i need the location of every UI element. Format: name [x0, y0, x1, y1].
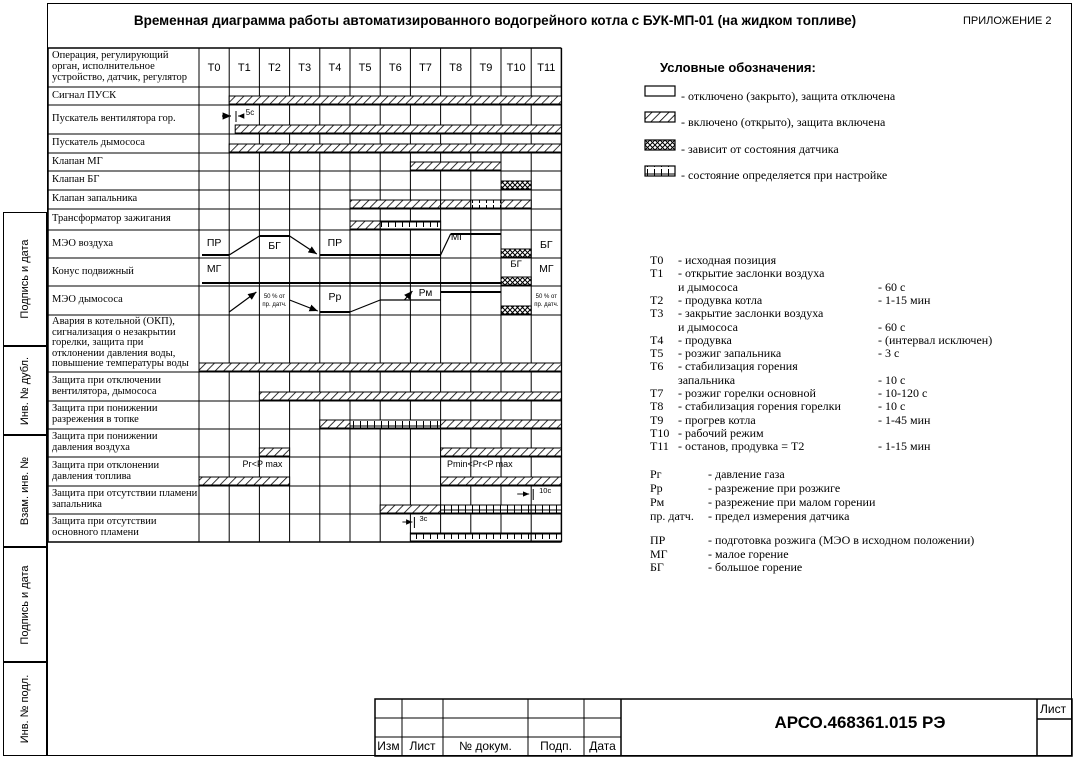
mode-label-pr: ПР [327, 237, 343, 249]
row-label: Пускатель вентилятора гор. [52, 113, 176, 125]
row-label: Защита при отсутствии пламени запальника [52, 488, 198, 510]
percent-label: 50 % от [263, 294, 286, 300]
row-label: Трансформатор зажигания [52, 213, 171, 225]
pressure-condition-label: Pг<P max [242, 459, 283, 469]
percent-label: 50 % от [535, 294, 557, 300]
stamp-label-signature: Подп. [540, 739, 572, 753]
pressure-label: Pр [328, 291, 342, 303]
mode-label-mg: МГ [539, 263, 554, 275]
column-header-t2: T2 [268, 62, 281, 74]
legend-title: Условные обозначения: [660, 60, 816, 75]
row-label: Защита при понижении давления воздуха [52, 431, 158, 453]
side-label: Инв. № дубл. [19, 356, 31, 425]
delay-label: 3с [419, 514, 428, 523]
row-label: Защита при понижении разрежения в топке [52, 403, 158, 425]
row-label: Клапан БГ [52, 174, 100, 186]
row-label: Конус подвижный [52, 265, 134, 277]
delay-label: 10с [539, 486, 552, 495]
annotation-label: 5с [245, 108, 255, 117]
row-label: МЭО дымососа [52, 294, 123, 306]
row-label: Авария в котельной (ОКП), сигнализация о незакрытии горелки, защита при отклонении давления воды, повышение температуры воды [52, 316, 189, 370]
mode-label-mg: МГ [450, 232, 465, 243]
column-header-t6: T6 [388, 62, 402, 74]
sheet-number-label: Лист [1040, 702, 1067, 716]
mode-label-bg: БГ [510, 259, 522, 270]
stamp-label-sheet: Лист [409, 739, 436, 753]
row-label: МЭО воздуха [52, 237, 114, 249]
document-code: АРСО.468361.015 РЭ [774, 713, 946, 732]
side-label: Подпись и дата [19, 564, 31, 645]
page-title: Временная диаграмма работы автоматизированного водогрейного котла с БУК-МП-01 (на жидком топливе) [133, 13, 857, 28]
column-header-t1: T1 [237, 62, 251, 74]
percent-label: пр. датч. [534, 302, 559, 308]
appendix-label: ПРИЛОЖЕНИЕ 2 [963, 15, 1052, 27]
mode-label-bg: БГ [268, 240, 281, 252]
column-header-t5: T5 [358, 62, 372, 74]
row-label: Защита при отсутствии основного пламени [52, 516, 157, 538]
side-label: Инв. № подл. [19, 674, 31, 744]
column-header-t9: T9 [479, 62, 493, 74]
row-label: Клапан запальника [52, 193, 138, 205]
header-label: Операция, регулирующий орган, исполнительное устройство, датчик, регулятор [52, 50, 187, 83]
pressure-label: Pм [418, 288, 433, 299]
stamp-label-doc-no: № докум. [459, 739, 512, 753]
column-header-t11: T11 [537, 62, 556, 74]
side-label: Взам. инв. № [19, 456, 31, 526]
mode-label-mg: МГ [206, 263, 222, 275]
side-label: Подпись и дата [19, 239, 31, 319]
row-label: Защита при отключении вентилятора, дымососа [52, 374, 162, 397]
column-header-t4: T4 [328, 62, 342, 74]
row-label: Защита при отклонении давления топлива [52, 459, 160, 482]
row-label: Сигнал ПУСК [52, 89, 117, 101]
column-header-t8: T8 [449, 62, 463, 74]
percent-label: пр. датч. [262, 302, 287, 308]
column-header-t0: T0 [207, 62, 221, 74]
mode-label-pr: ПР [206, 237, 222, 249]
mode-label-bg: БГ [540, 239, 553, 251]
column-header-t7: T7 [419, 62, 432, 74]
row-label: Пускатель дымососа [52, 137, 145, 149]
column-header-t10: T10 [506, 62, 526, 74]
pressure-condition-label: Pmin<Pг<P max [447, 459, 513, 469]
column-header-t3: T3 [298, 62, 312, 74]
row-label: Клапан МГ [52, 155, 103, 167]
stamp-label-change: Изм [377, 739, 400, 753]
stamp-label-date: Дата [589, 739, 616, 753]
